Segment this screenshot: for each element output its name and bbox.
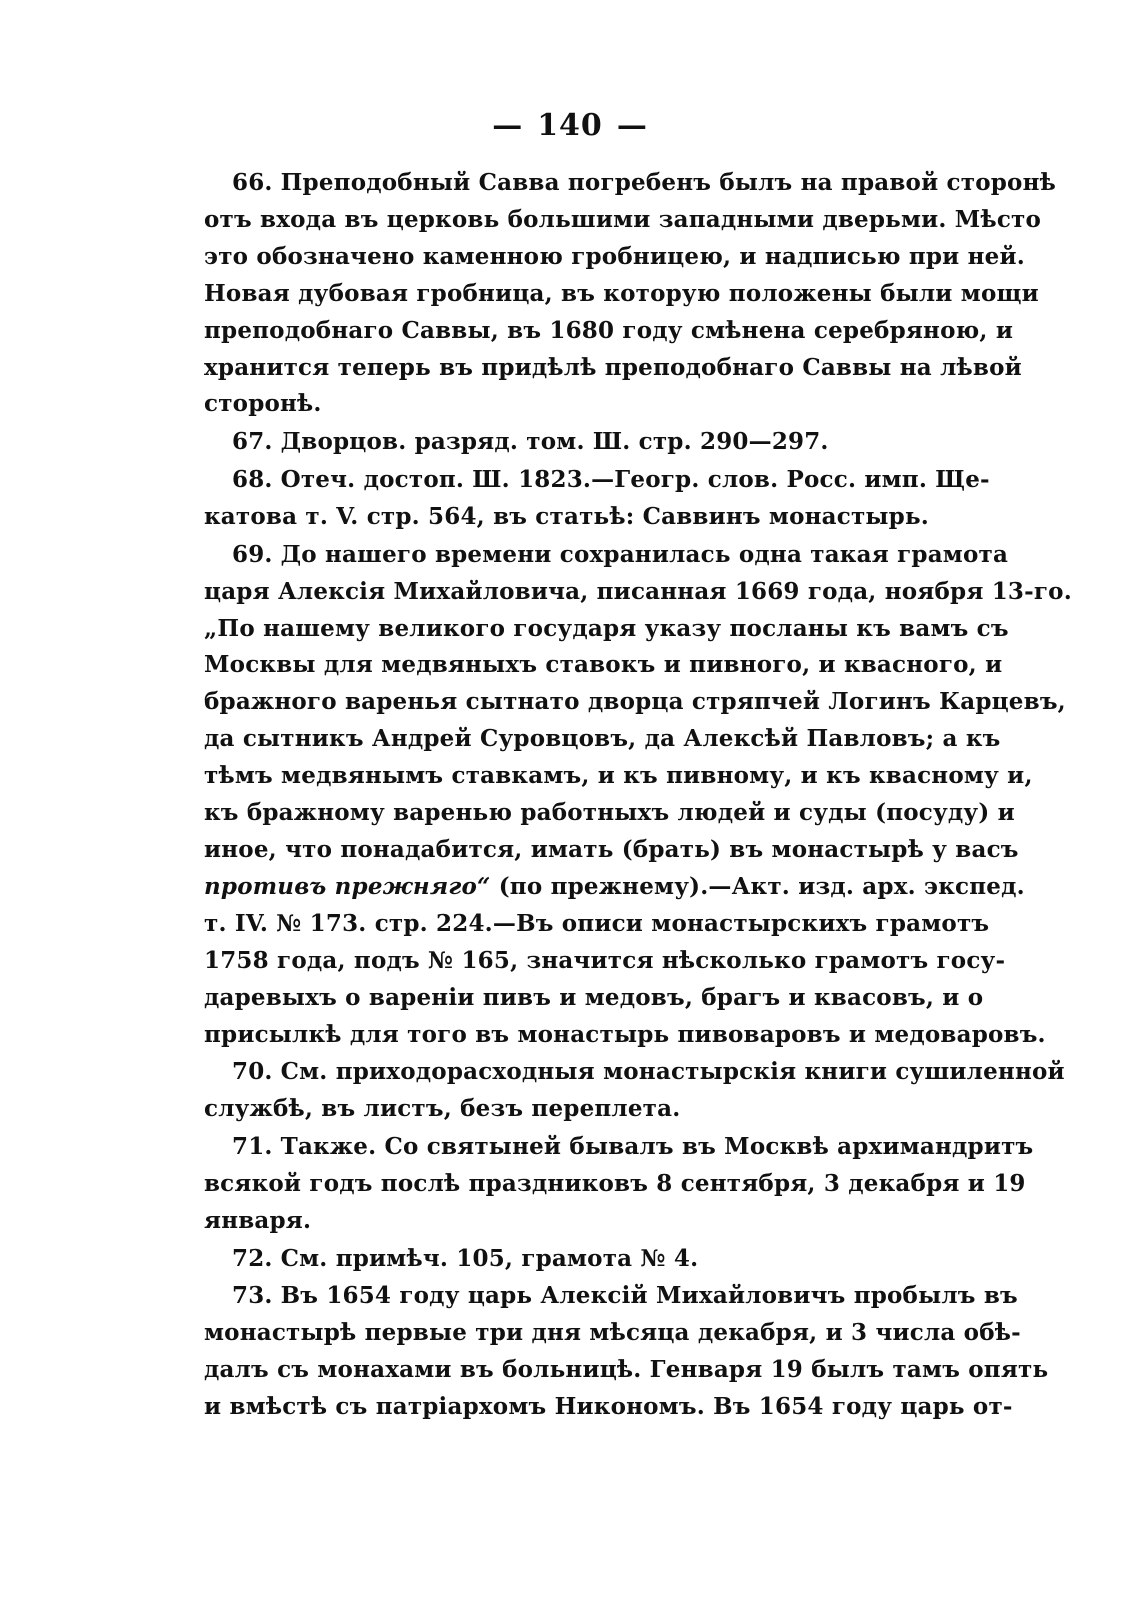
note-66 [204, 165, 1056, 423]
note-line: января. [204, 1206, 312, 1234]
note-line: иное, что понадабится, имать (брать) въ монастырѣ у васъ [204, 835, 1019, 863]
note-number: 68. [232, 466, 273, 494]
note-line: службѣ, въ листъ, безъ переплета. [204, 1095, 681, 1123]
note-line: царя Алексія Михайловича, писанная 1669 года, ноября 13-го. [204, 577, 1072, 605]
note-72 [204, 1241, 926, 1278]
page-number: 140 [537, 108, 603, 143]
note-line: да сытникъ Андрей Суровцовъ, да Алексѣй Павловъ; а къ [204, 725, 1001, 753]
note-line: 73. Въ 1654 году царь Алексій Михайловичъ пробылъ въ [232, 1282, 1018, 1310]
note-line: преподобнаго Саввы, въ 1680 году смѣнена серебряною, и [204, 316, 1014, 344]
note-line: 69. До нашего времени сохранилась одна такая грамота [232, 540, 1009, 568]
note-line: 1758 года, подъ № 165, значится нѣсколько грамотъ госу- [204, 946, 1006, 974]
note-line: противъ прежняго“ (по прежнему).—Акт. изд. арх. экспед. [204, 872, 1025, 900]
note-line: сторонѣ. [204, 390, 322, 418]
note-line: Москвы для медвяныхъ ставокъ и пивного, и квасного, и [204, 651, 1003, 679]
note-line: всякой годъ послѣ праздниковъ 8 сентября, 3 декабря и 19 [204, 1169, 1026, 1197]
note-line: т. IV. № 173. стр. 224.—Въ описи монастырскихъ грамотъ [204, 909, 990, 937]
note-line: 72. См. примѣч. 105, грамота № 4. [232, 1244, 699, 1272]
note-line: даревыхъ о вареніи пивъ и медовъ, брагъ и квасовъ, и о [204, 983, 984, 1011]
note-line: Новая дубовая гробница, въ которую положены были мощи [204, 279, 1039, 307]
note-line: тѣмъ медвянымъ ставкамъ, и къ пивному, и къ квасному и, [204, 762, 1033, 790]
note-number: 72. [232, 1244, 273, 1272]
note-69 [204, 537, 1072, 1054]
note-line: „По нашему великого государя указу посланы къ вамъ съ [204, 614, 1009, 642]
note-number: 66. [232, 169, 273, 196]
header-dash-left: — [492, 108, 524, 143]
note-number: 73. [232, 1282, 273, 1310]
italic-quote: противъ прежняго“ [204, 872, 491, 900]
note-number: 67. [232, 428, 273, 456]
page-header [0, 108, 1140, 143]
header-dash-right: — [616, 108, 648, 143]
note-70 [204, 1054, 1065, 1128]
note-line: присылкѣ для того въ монастырь пивоваровъ и медоваровъ. [204, 1020, 1046, 1048]
note-line: монастырѣ первые три дня мѣсяца декабря, и 3 числа обѣ- [204, 1319, 1021, 1347]
notes-text [204, 165, 1072, 1427]
note-line: хранится теперь въ придѣлѣ преподобнаго Саввы на лѣвой [204, 353, 1022, 381]
note-line: 67. Дворцов. разряд. том. Ш. стр. 290—297. [232, 428, 829, 456]
note-number: 70. [232, 1058, 273, 1086]
note-number: 71. [232, 1133, 273, 1161]
note-line: и вмѣстѣ съ патріархомъ Никономъ. Въ 1654 году царь от- [204, 1393, 1013, 1421]
note-number: 69. [232, 540, 273, 568]
note-line: 70. См. приходорасходныя монастырскія книги сушиленной [232, 1058, 1065, 1086]
note-line: катова т. V. стр. 564, въ статьѣ: Саввинъ монастырь. [204, 502, 929, 530]
note-line: далъ съ монахами въ больницѣ. Генваря 19 былъ тамъ опять [204, 1356, 1049, 1384]
note-line: 68. Отеч. достоп. Ш. 1823.—Геогр. слов. Росс. имп. Ще- [232, 466, 990, 494]
note-line: это обозначено каменною гробницею, и надписью при ней. [204, 242, 1025, 270]
note-line: бражного варенья сытнато дворца стряпчей Логинъ Карцевъ, [204, 688, 1066, 716]
note-line: 66. Преподобный Савва погребенъ былъ на правой сторонѣ [232, 169, 1056, 196]
note-line: 71. Также. Со святыней бывалъ въ Москвѣ архимандритъ [232, 1133, 1034, 1161]
note-68 [204, 462, 990, 536]
note-73 [204, 1278, 1049, 1426]
note-67 [204, 424, 926, 461]
note-line: къ бражному варенью работныхъ людей и суды (посуду) и [204, 799, 1015, 827]
note-71 [204, 1129, 1034, 1240]
note-line: отъ входа въ церковь большими западными дверьми. Мѣсто [204, 205, 1042, 233]
